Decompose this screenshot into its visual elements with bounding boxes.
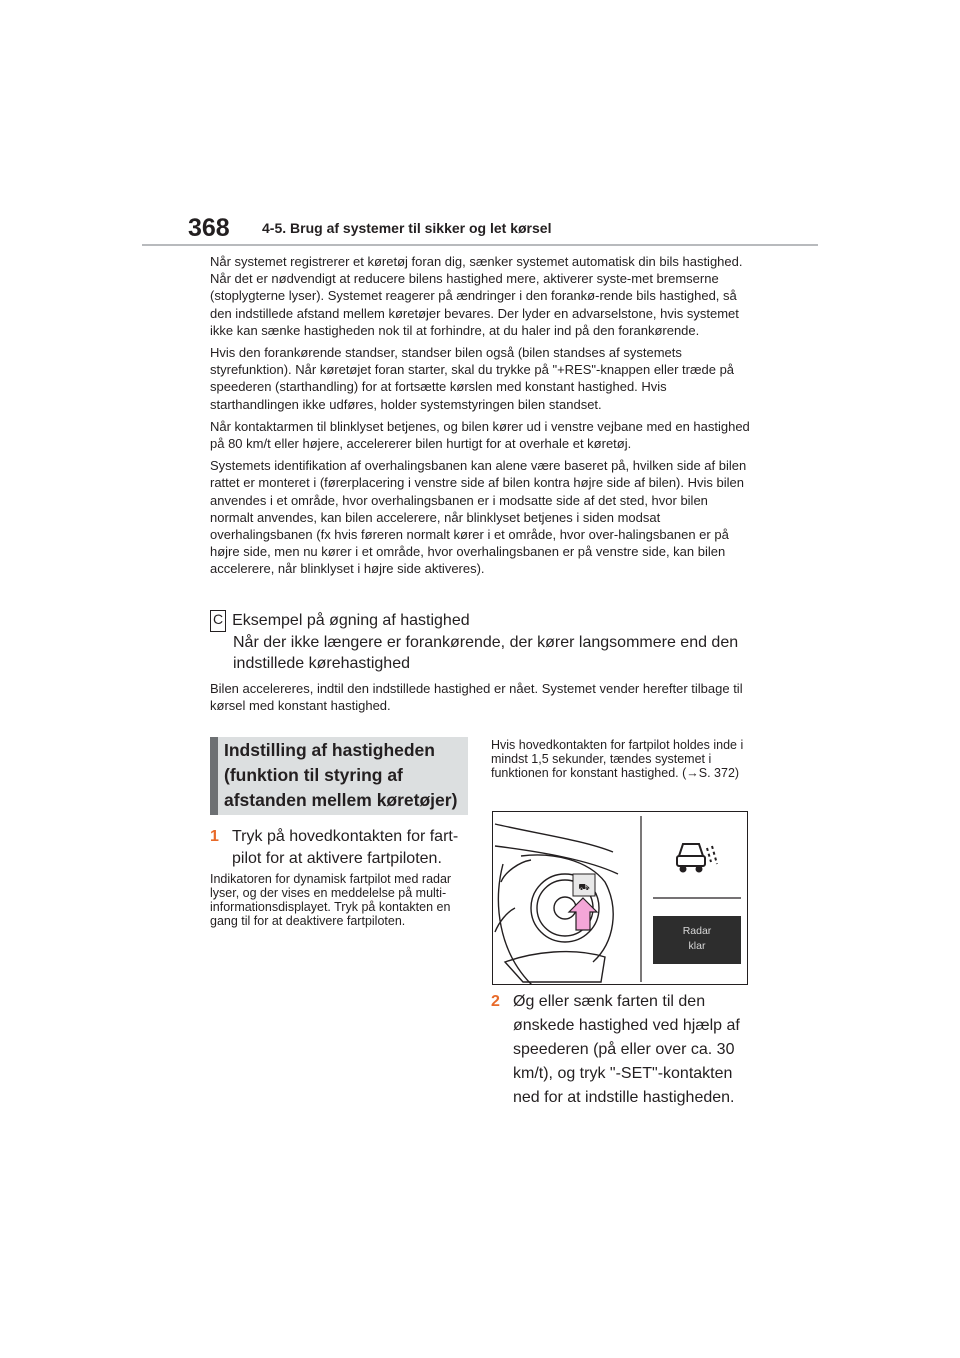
radar-cruise-icon — [677, 844, 717, 872]
intro-paragraph: Systemets identifikation af overhalingsbanen kan alene være baseret på, hvilken side af bilen rattet er monteret i (førerplacering i venstre side af bilen kontra højre side af bilen). Hvis bilen anvendes i et område, hvor overhalingsbanen er i modsatte side af det sted, hvor bilen normalt anvendes, kan bilen accelerere, når blinklyset betjenes i siden modsat overhalingsbanen (fx hvis føreren normalt kører i et område, hvor over-halingsbanen er på højre side, men nu kører i et område, hvor overhalingsbanen er på venstre side, kan bilen accelerere, når blinklyset i højre side aktiveres). — [210, 458, 747, 577]
radar-ready-display — [653, 916, 741, 964]
example-label: C — [210, 610, 226, 632]
section-heading: Indstilling af hastigheden (funktion til styring af afstanden mellem køretøjer) — [224, 740, 458, 810]
intro-paragraph: Når kontaktarmen til blinklyset betjenes, og bilen kører ud i venstre vejbane med en hastighed på 80 km/t eller højere, accelererer bilen hurtigt for at overhale et køretøj. — [210, 418, 750, 452]
svg-text:⛟: ⛟ — [578, 883, 590, 893]
steering-switch-figure — [492, 811, 748, 985]
step-1-detail: Indikatoren for dynamisk fartpilot med radar lyser, og der vises en meddelelse på multi-informationsdisplayet. Tryk på kontakten en gang til for at deaktivere fartpiloten. — [210, 872, 452, 928]
page-number: 368 — [188, 214, 230, 242]
display-line: Radar — [682, 925, 712, 937]
intro-text — [210, 253, 750, 583]
section-title: 4-5. Brug af systemer til sikker og let kørsel — [262, 220, 552, 236]
hold-switch-note: Hvis hovedkontakten for fartpilot holdes inde i mindst 1,5 sekunder, tændes systemet i funktionen for konstant hastighed. (→S. 372) — [491, 738, 744, 780]
step-1 — [210, 826, 470, 870]
example-block — [210, 610, 755, 675]
step-2 — [491, 990, 761, 1110]
header-divider — [142, 244, 818, 246]
example-subtitle: Når der ikke længere er forankørende, der kører langsommere end den indstillede kørehastighed — [233, 633, 739, 672]
example-title: Eksempel på øgning af hastighed — [232, 612, 470, 629]
step-number: 2 — [491, 993, 500, 1010]
intro-paragraph: Når systemet registrerer et køretøj foran dig, sænker systemet automatisk din bils hastighed. Når det er nødvendigt at reducere bilens hastighed mere, aktiverer syste-met bremserne (stoplygterne lyser). Systemet reagerer på ændringer i den forankø-rende bils hastighed, så den indstillede afstand mellem køretøjer bevares. Der lyder en advarselstone, hvis systemet ikke kan sænke hastigheden nok til at forhindre, at du haler ind på den forankørende. — [210, 254, 743, 338]
section-heading-box — [210, 737, 468, 815]
step-number: 1 — [210, 828, 219, 845]
display-line: klar — [688, 940, 706, 952]
step-text: Tryk på hovedkontakten for fart-pilot for at aktivere fartpiloten. — [232, 828, 459, 867]
intro-paragraph: Hvis den forankørende standser, standser bilen også (bilen standses af systemets styrefunktion). Når køretøjet foran starter, skal du trykke på "+RES"-knappen eller træde på speederen (starthandling) for at fortsætte kørslen med konstant hastighed. Hvis starthandlingen ikke udføres, holder systemstyringen bilen standset. — [210, 345, 735, 412]
example-body: Bilen accelereres, indtil den indstillede hastighed er nået. Systemet vender herefter tilbage til kørsel med konstant hastighed. — [210, 681, 743, 714]
step-text: Øg eller sænk farten til den ønskede hastighed ved hjælp af speederen (på eller over ca. 30 km/t), og tryk "-SET"-kontakten ned for at indstille hastigheden. — [513, 993, 740, 1106]
